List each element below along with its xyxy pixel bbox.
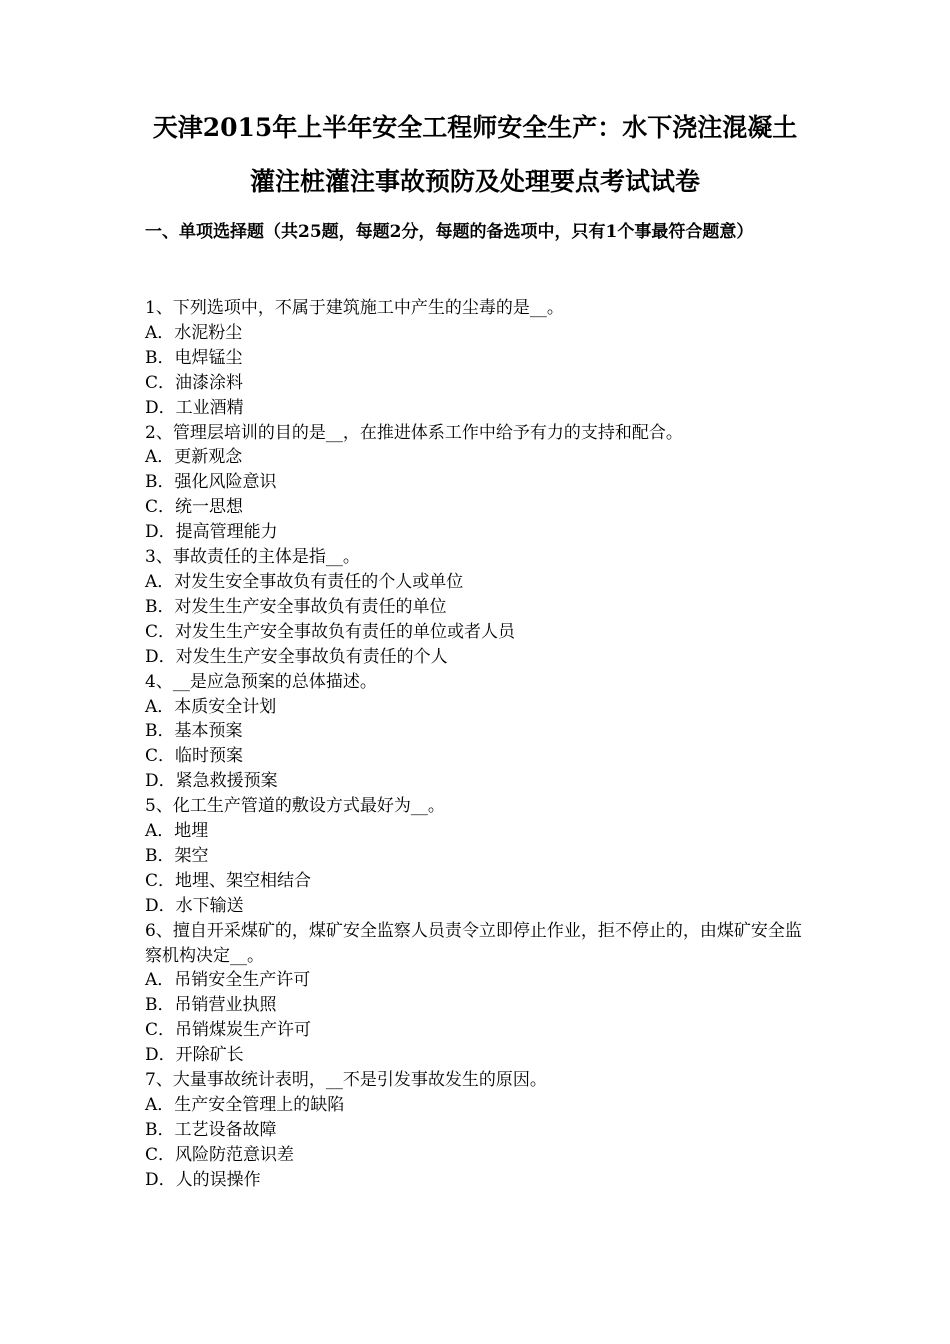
option-b: B．吊销营业执照 bbox=[145, 995, 277, 1016]
option-a: A．生产安全管理上的缺陷 bbox=[145, 1095, 345, 1115]
question-stem: 3、事故责任的主体是指__。 bbox=[145, 547, 360, 568]
option-a: A．对发生安全事故负有责任的个人或单位 bbox=[145, 571, 464, 592]
question-stem: 6、擅自开采煤矿的，煤矿安全监察人员责令立即停止作业，拒不停止的，由煤矿安全监察机构决定__。 bbox=[145, 920, 802, 966]
question-3 bbox=[145, 545, 810, 670]
section-heading: 一、单项选择题（共25题，每题2分，每题的备选项中，只有1个事最符合题意） bbox=[145, 222, 754, 242]
option-b: B．基本预案 bbox=[145, 721, 243, 742]
question-stem: 4、__是应急预案的总体描述。 bbox=[145, 671, 377, 692]
option-d: D．工业酒精 bbox=[145, 397, 244, 418]
question-5 bbox=[145, 794, 810, 919]
question-7 bbox=[145, 1068, 810, 1193]
option-d: D．提高管理能力 bbox=[145, 522, 278, 543]
question-stem: 7、大量事故统计表明，__不是引发事故发生的原因。 bbox=[145, 1070, 547, 1091]
question-stem: 2、管理层培训的目的是__，在推进体系工作中给予有力的支持和配合。 bbox=[145, 422, 683, 443]
question-stem: 5、化工生产管道的敷设方式最好为__。 bbox=[145, 796, 445, 817]
question-2 bbox=[145, 421, 810, 546]
question-list bbox=[145, 296, 810, 1193]
option-a: A．水泥粉尘 bbox=[145, 322, 243, 343]
option-a: A．本质安全计划 bbox=[145, 696, 277, 717]
title-line-1: 天津2015年上半年安全工程师安全生产：水下浇注混凝土 bbox=[152, 113, 798, 142]
option-c: C．统一思想 bbox=[145, 497, 244, 518]
option-a: A．更新观念 bbox=[145, 447, 243, 468]
option-d: D．人的误操作 bbox=[145, 1169, 261, 1190]
question-stem: 1、下列选项中，不属于建筑施工中产生的尘毒的是__。 bbox=[145, 298, 564, 318]
option-d: D．对发生生产安全事故负有责任的个人 bbox=[145, 646, 448, 667]
option-b: B．强化风险意识 bbox=[145, 472, 277, 493]
option-b: B．工艺设备故障 bbox=[145, 1119, 277, 1140]
option-d: D．紧急救援预案 bbox=[145, 771, 278, 792]
option-c: C．风险防范意识差 bbox=[145, 1144, 295, 1165]
option-c: C．对发生生产安全事故负有责任的单位或者人员 bbox=[145, 621, 516, 642]
option-d: D．开除矿长 bbox=[145, 1045, 244, 1066]
option-a: A．吊销安全生产许可 bbox=[145, 970, 311, 991]
option-b: B．对发生生产安全事故负有责任的单位 bbox=[145, 596, 447, 617]
question-6 bbox=[145, 919, 810, 1068]
option-a: A．地埋 bbox=[145, 821, 209, 842]
option-c: C．临时预案 bbox=[145, 746, 244, 767]
question-4 bbox=[145, 670, 810, 795]
option-c: C．吊销煤炭生产许可 bbox=[145, 1020, 312, 1041]
title-line-2: 灌注桩灌注事故预防及处理要点考试试卷 bbox=[249, 167, 700, 196]
question-1 bbox=[145, 296, 810, 421]
option-c: C．地埋、架空相结合 bbox=[145, 870, 312, 891]
option-c: C．油漆涂料 bbox=[145, 372, 244, 393]
option-b: B．架空 bbox=[145, 845, 209, 866]
document-title bbox=[120, 114, 830, 196]
option-d: D．水下输送 bbox=[145, 895, 244, 916]
option-b: B．电焊锰尘 bbox=[145, 347, 243, 368]
